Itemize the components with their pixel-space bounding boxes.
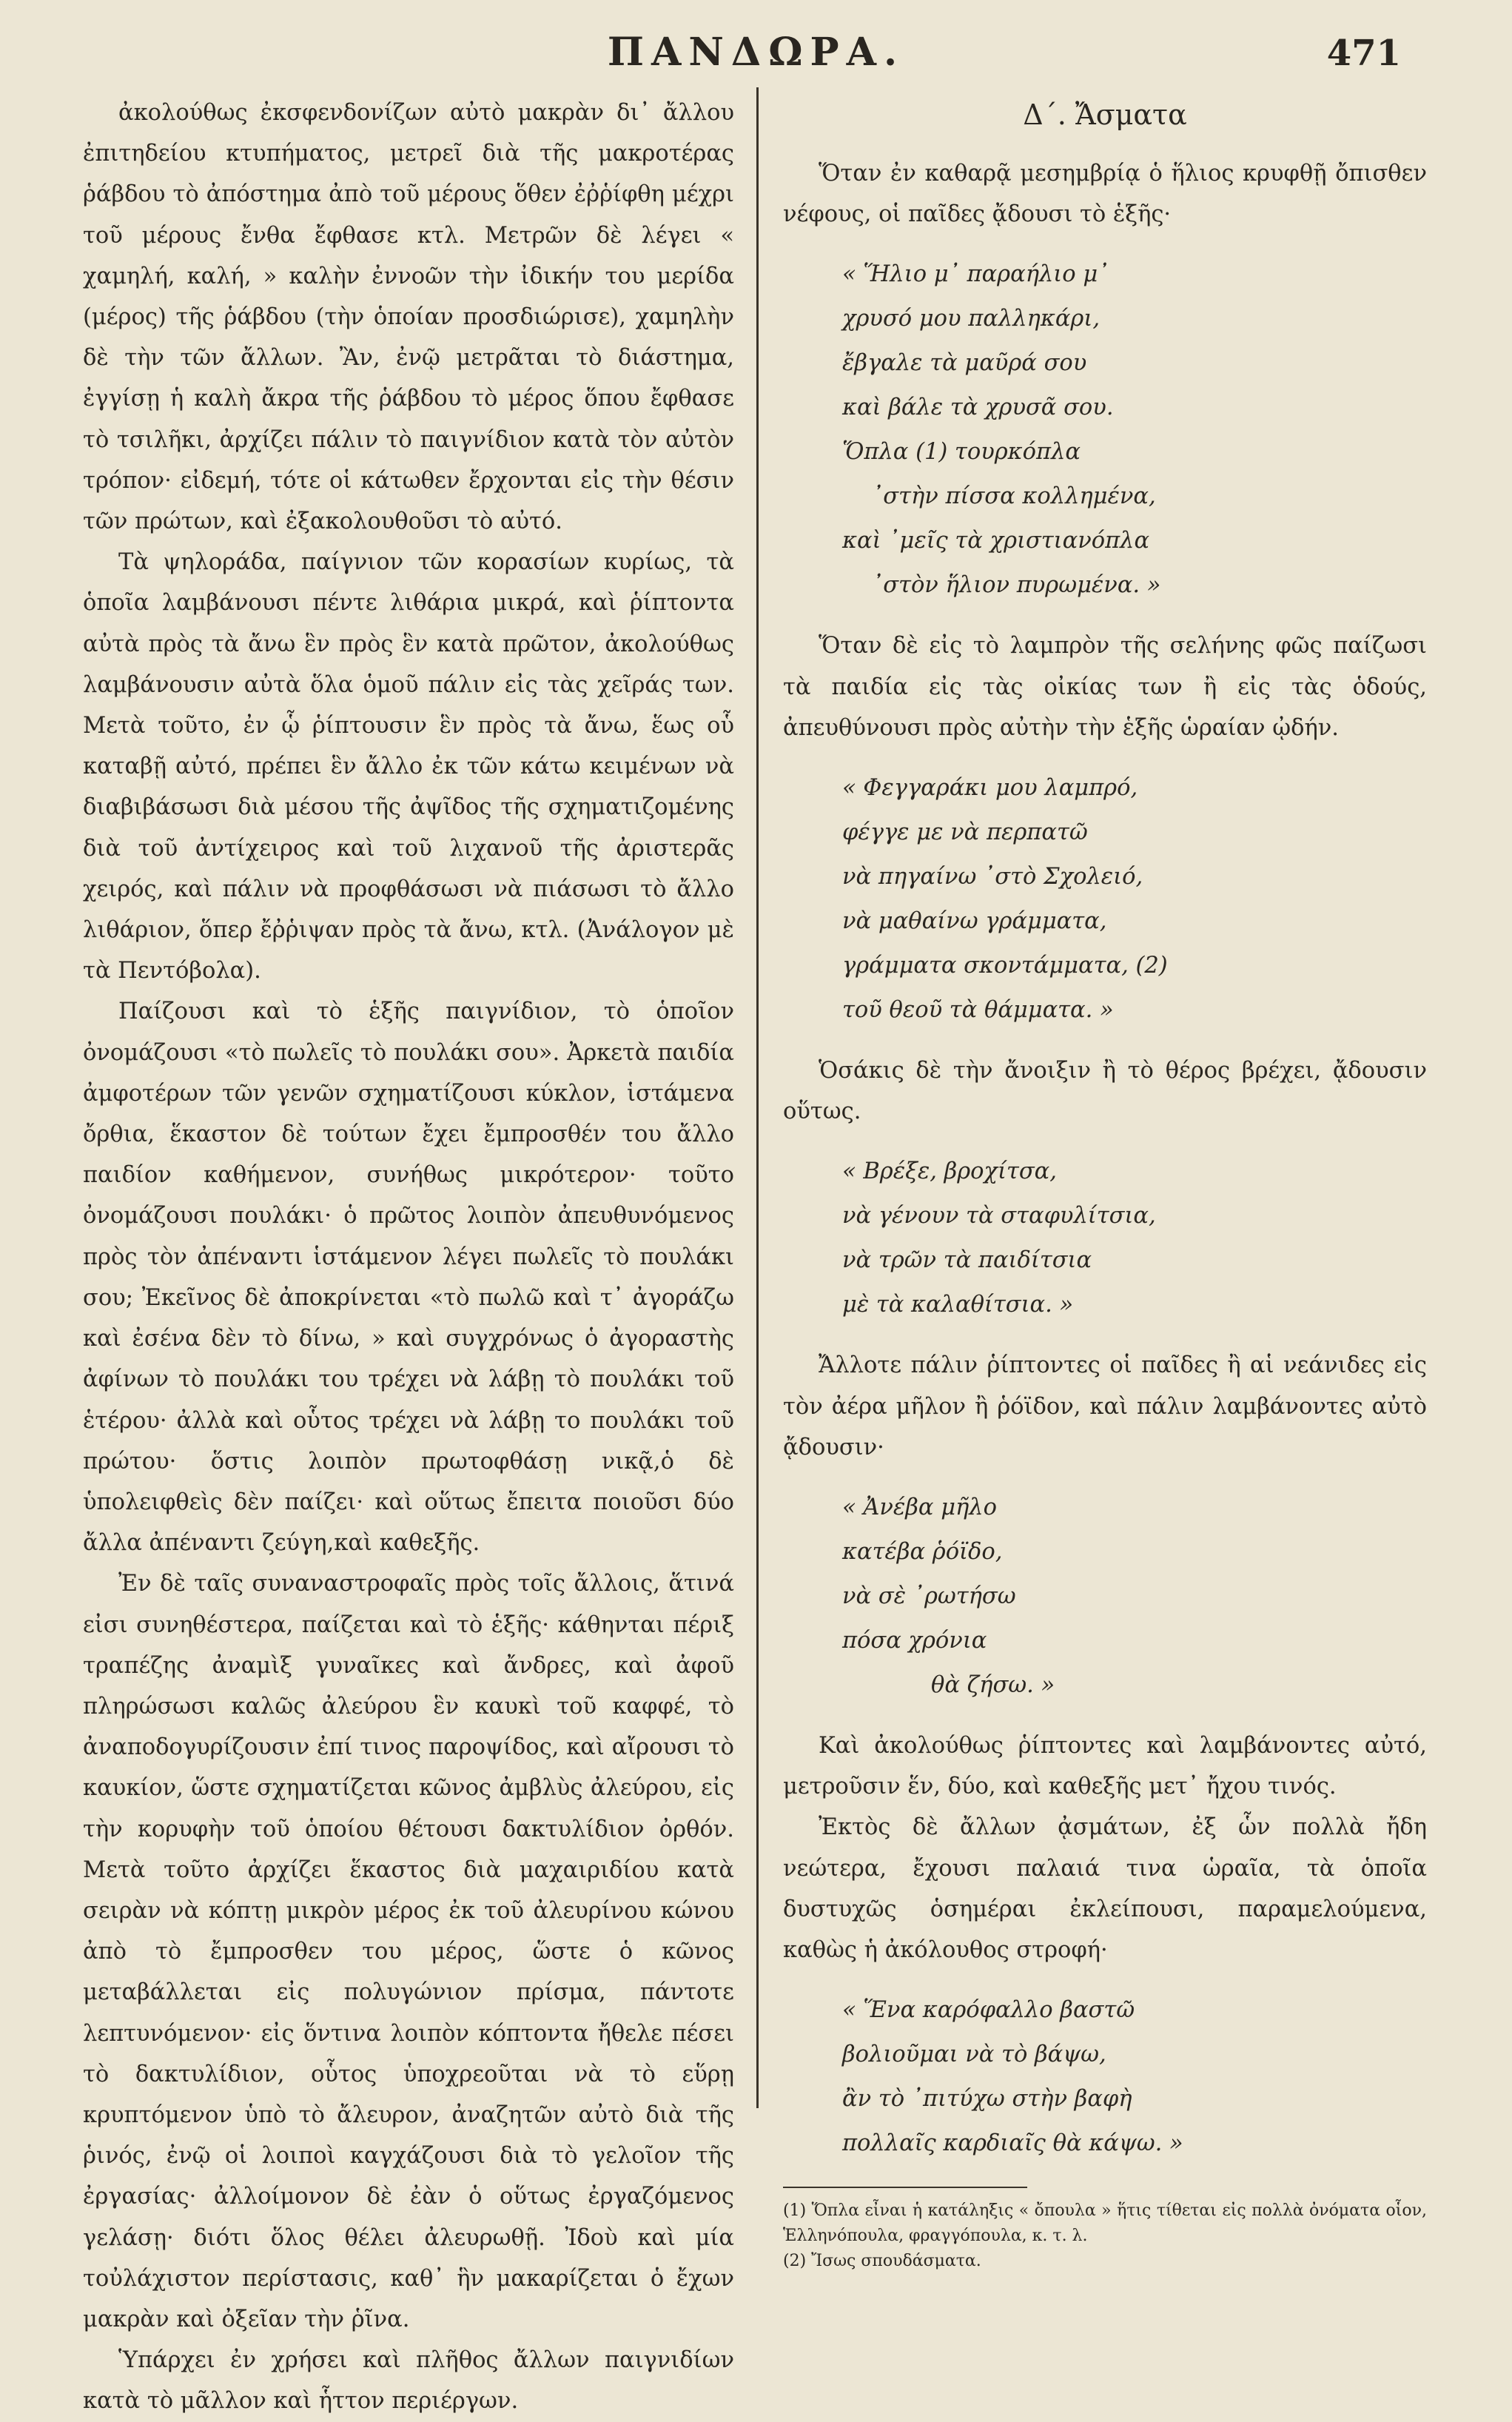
verse-line: νὰ μαθαίνω γράμματα,	[842, 908, 1107, 935]
verse-line: « Ἀνέβα μῆλο	[842, 1495, 998, 1521]
verse-line: βολιοῦμαι νὰ τὸ βάψω,	[842, 2042, 1106, 2068]
verse-line: ᾽στὴν πίσσα κολλημένα,	[872, 483, 1156, 510]
verse-line: πόσα χρόνια	[842, 1628, 987, 1654]
verse-block	[842, 252, 1427, 608]
footnote-rule	[783, 2187, 1027, 2188]
verse-block	[842, 1150, 1427, 1327]
footnote: (1) Ὅπλα εἶναι ἡ κατάληξις « ὄπουλα » ἥτις τίθεται εἰς πολλὰ ὀνόματα οἷον, Ἑλληνόπουλα, φραγγόπουλα, κ. τ. λ.	[783, 2201, 1427, 2246]
paragraph: ἀκολούθως ἐκσφενδονίζων αὐτὸ μακρὰν δι᾽ ἄλλου ἐπιτηδείου κτυπήματος, μετρεῖ διὰ τῆς μακροτέρας ῥάβδου τὸ ἀπόστημα ἀπὸ τοῦ μέρους ὅθεν ἐῤῥίφθη μέχρι τοῦ μέρους ἔνθα ἔφθασε κτλ. Μετρῶν δὲ λέγει « χαμηλή, καλή, » καλὴν ἐννοῶν τὴν ἰδικήν του μερίδα (μέρος) τῆς ῥάβδου (τὴν ὁποίαν προσδιώρισε), χαμηλὴν δὲ τὴν τῶν ἄλλων. Ἂν, ἐνῷ μετρᾶται τὸ διάστημα, ἐγγίσῃ ἡ καλὴ ἄκρα τῆς ῥάβδου τὸ μέρος ὅπου ἔφθασε τὸ τσιλῆκι, ἀρχίζει πάλιν τὸ παιγνίδιον κατὰ τὸν αὐτὸν τρόπον· εἰδεμή, τότε οἱ κάτωθεν ἔρχονται εἰς τὴν θέσιν τῶν πρώτων, καὶ ἐξακολουθοῦσι τὸ αὐτό.	[83, 100, 734, 535]
verse-line: νὰ σὲ ᾽ρωτήσω	[842, 1583, 1016, 1610]
paragraph: Ὅταν ἐν καθαρᾷ μεσημβρίᾳ ὁ ἥλιος κρυφθῇ ὄπισθεν νέφους, οἱ παῖδες ᾄδουσι τὸ ἑξῆς·	[783, 161, 1427, 228]
paragraph: Ὅταν δὲ εἰς τὸ λαμπρὸν τῆς σελήνης φῶς παίζωσι τὰ παιδία εἰς τὰς οἰκίας των ἢ εἰς τὰς ὁδούς, ἀπευθύνουσι πρὸς αὐτὴν τὴν ἑξῆς ὡραίαν ᾠδήν.	[783, 633, 1427, 741]
verse-line: « Βρέξε, βροχίτσα,	[842, 1158, 1057, 1185]
verse-line: Ὅπλα (1) τουρκόπλα	[842, 439, 1081, 466]
page-number: 471	[1326, 33, 1401, 74]
paragraph: Παίζουσι καὶ τὸ ἑξῆς παιγνίδιον, τὸ ὁποῖον ὀνομάζουσι «τὸ πωλεῖς τὸ πουλάκι σου». Ἀρκετὰ παιδία ἀμφοτέρων τῶν γενῶν σχηματίζουσι κύκλον, ἱστάμενα ὄρθια, ἕκαστον δὲ τούτων ἔχει ἔμπροσθέν του ἄλλο παιδίον καθήμενον, συνήθως μικρότερον· τοῦτο ὀνομάζουσι πουλάκι· ὁ πρῶτος λοιπὸν ἀπευθυνόμενος πρὸς τὸν ἀπέναντι ἱστάμενον λέγει πωλεῖς τὸ πουλάκι σου; Ἐκεῖνος δὲ ἀποκρίνεται «τὸ πωλῶ καὶ τ᾽ ἀγοράζω καὶ ἐσένα δὲν τὸ δίνω, » καὶ συγχρόνως ὁ ἀγοραστὴς ἀφίνων τὸ πουλάκι του τρέχει νὰ λάβῃ τὸ πουλάκι τοῦ ἑτέρου· ἀλλὰ καὶ οὗτος τρέχει νὰ λάβῃ το πουλάκι τοῦ πρώτου· ὅστις λοιπὸν πρωτοφθάσῃ νικᾷ,ὁ δὲ ὑπολειφθεὶς δὲν παίζει· καὶ οὕτως ἔπειτα ποιοῦσι δύο ἄλλα ἀπέναντι ζεύγη,καὶ καθεξῆς.	[83, 999, 734, 1557]
verse-line: ἂν τὸ ᾽πιτύχω στὴν βαφὴ	[842, 2086, 1132, 2113]
verse-line: θὰ ζήσω. »	[931, 1672, 1055, 1699]
verse-line: « Ἕνα καρόφαλλο βαστῶ	[842, 1997, 1135, 2024]
paragraph: Ὑπάρχει ἐν χρήσει καὶ πλῆθος ἄλλων παιγνιδίων κατὰ τὸ μᾶλλον καὶ ἧττον περιέργων.	[83, 2347, 734, 2415]
verse-block	[842, 766, 1427, 1033]
paragraph: Καὶ ἀκολούθως ῥίπτοντες καὶ λαμβάνοντες αὐτό, μετροῦσιν ἕν, δύο, καὶ καθεξῆς μετ᾽ ἤχου τινός.	[783, 1733, 1427, 1800]
verse-line: νὰ τρῶν τὰ παιδίτσια	[842, 1247, 1092, 1274]
paragraph: Ἐν δὲ ταῖς συναναστροφαῖς πρὸς τοῖς ἄλλοις, ἅτινά εἰσι συνηθέστερα, παίζεται καὶ τὸ ἑξῆς· κάθηνται πέριξ τραπέζης ἀναμὶξ γυναῖκες καὶ ἄνδρες, καὶ ἀφοῦ πληρώσωσι καλῶς ἀλεύρου ἓν καυκὶ τοῦ καφφέ, τὸ ἀναποδογυρίζουσιν ἐπί τινος παροψίδος, καὶ αἴρουσι τὸ καυκίον, ὥστε σχηματίζεται κῶνος ἀμβλὺς ἀλεύρου, εἰς τὴν κορυφὴν τοῦ ὁποίου θέτουσι δακτυλίδιον ὀρθόν. Μετὰ τοῦτο ἀρχίζει ἕκαστος διὰ μαχαιριδίου κατὰ σειρὰν νὰ κόπτῃ μικρὸν μέρος ἐκ τοῦ ἀλευρίνου κώνου ἀπὸ τὸ ἔμπροσθεν του μέρος, ὥστε ὁ κῶνος μεταβάλλεται εἰς πολυγώνιον πρίσμα, πάντοτε λεπτυνόμενον· εἰς ὅντινα λοιπὸν κόπτοντα ἤθελε πέσει τὸ δακτυλίδιον, οὗτος ὑποχρεοῦται νὰ τὸ εὕρῃ κρυπτόμενον ὑπὸ τὸ ἄλευρον, ἀναζητῶν αὐτὸ διὰ τῆς ῥινός, ἐνῷ οἱ λοιποὶ καγχάζουσι διὰ τὸ γελοῖον τῆς ἐργασίας· ἀλλοίμονον δὲ ἐὰν ὁ οὕτως ἐργαζόμενος γελάσῃ· διότι ὅλος θέλει ἀλευρωθῇ. Ἰδοὺ καὶ μία τοὐλάχιστον περίστασις, καθ᾽ ἣν μακαρίζεται ὁ ἔχων μακρὰν καὶ ὀξεῖαν τὴν ῥῖνα.	[83, 1571, 734, 2332]
verse-line: νὰ πηγαίνω ᾽στὸ Σχολειό,	[842, 864, 1143, 890]
verse-line: « Φεγγαράκι μου λαμπρό,	[842, 775, 1138, 802]
verse-line: χρυσό μου παλληκάρι,	[842, 306, 1101, 332]
column-divider	[756, 87, 759, 2108]
verse-block	[842, 1988, 1427, 2166]
paragraph: Ἐκτὸς δὲ ἄλλων ᾀσμάτων, ἐξ ὧν πολλὰ ἤδη νεώτερα, ἔχουσι παλαιά τινα ὡραῖα, τὰ ὁποῖα δυστυχῶς ὁσημέραι ἐκλείπουσι, παραμελούμενα, καθὼς ἡ ἀκόλουθος στροφή·	[783, 1814, 1427, 1964]
verse-line: μὲ τὰ καλαθίτσια. »	[842, 1292, 1074, 1318]
verse-line: γράμματα σκοντάμματα, (2)	[842, 953, 1168, 979]
footnote: (2) Ἴσως σπουδάσματα.	[783, 2252, 981, 2271]
verse-line: καὶ βάλε τὰ χρυσᾶ σου.	[842, 395, 1114, 421]
paragraph: Τὰ ψηλοράδα, παίγνιον τῶν κορασίων κυρίως, τὰ ὁποῖα λαμβάνουσι πέντε λιθάρια μικρά, καὶ ῥίπτοντα αὐτὰ πρὸς τὰ ἄνω ἓν πρὸς ἓν κατὰ πρῶτον, ἀκολούθως λαμβάνουσιν αὐτὰ ὅλα ὁμοῦ πάλιν εἰς τὰς χεῖράς των. Μετὰ τοῦτο, ἐν ᾧ ῥίπτουσιν ἓν πρὸς τὰ ἄνω, ἕως οὗ καταβῇ αὐτό, πρέπει ἓν ἄλλο ἐκ τῶν κάτω κειμένων νὰ διαβιβάσωσι διὰ μέσου τῆς ἀψῖδος τῆς σχηματιζομένης διὰ τοῦ ἀντίχειρος καὶ τοῦ λιχανοῦ τῆς ἀριστερᾶς χειρός, καὶ πάλιν νὰ προφθάσωσι νὰ πιάσωσι τὸ ἄλλο λιθάριον, ὅπερ ἔῤῥιψαν πρὸς τὰ ἄνω, κτλ. (Ἀνάλογον μὲ τὰ Πεντόβολα).	[83, 549, 734, 984]
right-column	[783, 93, 1427, 2274]
left-column	[83, 93, 734, 2422]
verse-line: καὶ ᾽μεῖς τὰ χριστιανόπλα	[842, 528, 1150, 554]
verse-line: ἔβγαλε τὰ μαῦρά σου	[842, 350, 1087, 377]
paragraph: Ὁσάκις δὲ τὴν ἄνοιξιν ἢ τὸ θέρος βρέχει, ᾄδουσιν οὕτως.	[783, 1058, 1427, 1125]
verse-block	[842, 1486, 1427, 1708]
section-heading: Δ΄. Ἄσματα	[1023, 98, 1187, 131]
paragraph: Ἄλλοτε πάλιν ῥίπτοντες οἱ παῖδες ἢ αἱ νεάνιδες εἰς τὸν ἀέρα μῆλον ἢ ῥόϊδον, καὶ πάλιν λαμβάνοντες αὐτὸ ᾄδουσιν·	[783, 1352, 1427, 1460]
footnotes	[783, 2198, 1427, 2274]
verse-line: φέγγε με νὰ περπατῶ	[842, 819, 1088, 846]
verse-line: « Ἥλιο μ᾽ παραήλιο μ᾽	[842, 261, 1109, 288]
verse-line: τοῦ θεοῦ τὰ θάμματα. »	[842, 997, 1114, 1024]
verse-line: πολλαῖς καρδιαῖς θὰ κάψω. »	[842, 2130, 1183, 2157]
verse-line: κατέβα ῥόϊδο,	[842, 1539, 1003, 1566]
verse-line: ᾽στὸν ἥλιον πυρωμένα. »	[872, 572, 1161, 599]
page-title: ΠΑΝΔΩΡΑ.	[607, 30, 905, 75]
verse-line: νὰ γένουν τὰ σταφυλίτσια,	[842, 1203, 1156, 1230]
